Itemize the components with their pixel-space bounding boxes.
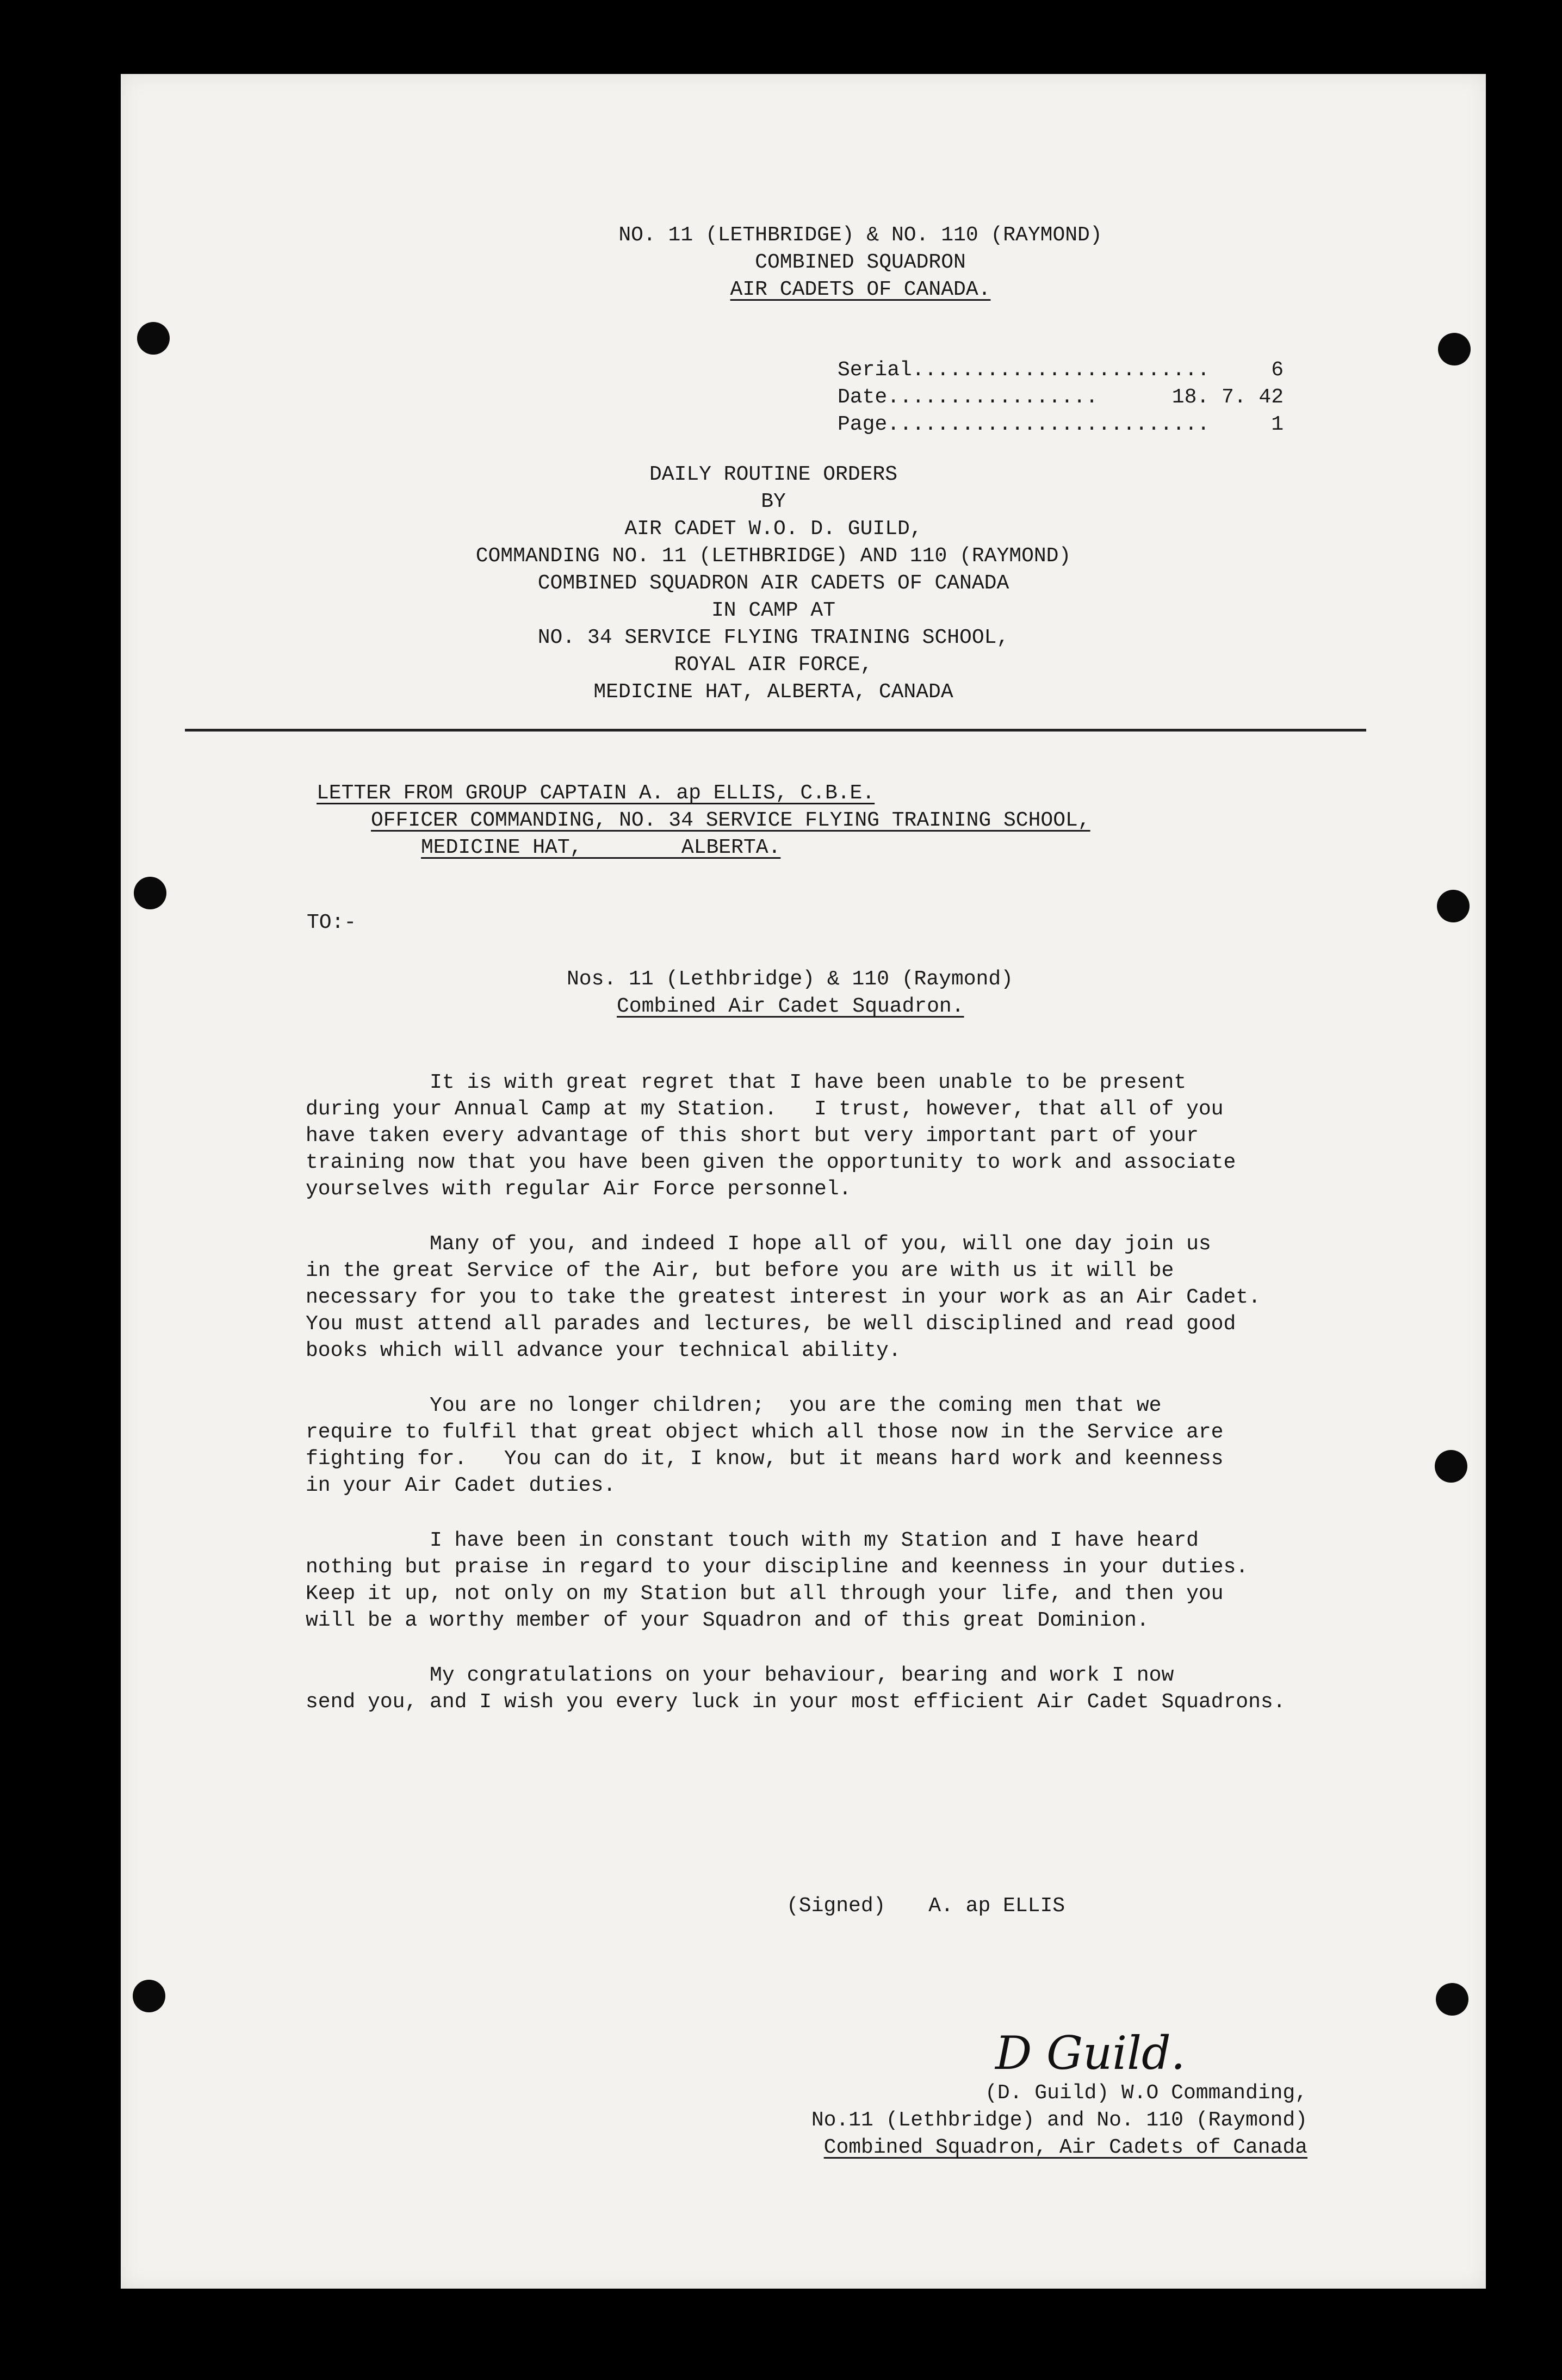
to-label: TO:- bbox=[307, 911, 357, 934]
document-header bbox=[556, 222, 1165, 303]
orders-line: ROYAL AIR FORCE, bbox=[674, 653, 873, 677]
paragraph-line: in the great Service of the Air, but before you are with us it will be bbox=[306, 1259, 1174, 1282]
paragraph-line: fighting for. You can do it, I know, but it means hard work and keenness bbox=[306, 1447, 1224, 1471]
punch-hole bbox=[1437, 890, 1470, 922]
signed-label: (Signed) bbox=[786, 1894, 886, 1918]
letter-paragraph bbox=[306, 1527, 1459, 1634]
letter-body bbox=[306, 1069, 1459, 1715]
handwritten-signature: D Guild. bbox=[995, 2026, 1186, 2080]
signed-name: A. ap ELLIS bbox=[928, 1894, 1065, 1918]
orders-line: BY bbox=[761, 490, 786, 513]
divider-rule bbox=[185, 729, 1366, 732]
header-title-line: COMBINED SQUADRON bbox=[755, 251, 966, 274]
closing-line: (D. Guild) W.O Commanding, bbox=[985, 2081, 1307, 2105]
closing-block bbox=[768, 2080, 1421, 2161]
orders-line: IN CAMP AT bbox=[711, 599, 836, 622]
orders-line: NO. 34 SERVICE FLYING TRAINING SCHOOL, bbox=[537, 626, 1009, 649]
paragraph-line: require to fulfil that great object which all those now in the Service are bbox=[306, 1421, 1224, 1444]
letter-heading-line: LETTER FROM GROUP CAPTAIN A. ap ELLIS, C.B.E. bbox=[317, 782, 875, 805]
letter-heading bbox=[317, 780, 1350, 861]
recipient-line: Combined Air Cadet Squadron. bbox=[617, 995, 964, 1018]
document-page bbox=[121, 74, 1486, 2289]
paragraph-line: books which will advance your technical ability. bbox=[306, 1339, 901, 1362]
letter-paragraph bbox=[306, 1392, 1459, 1499]
date-dots: ................. bbox=[887, 386, 1098, 409]
paragraph-line: Many of you, and indeed I hope all of you, will one day join us bbox=[306, 1232, 1211, 1256]
header-title-line: AIR CADETS OF CANADA. bbox=[730, 278, 991, 301]
paragraph-line: in your Air Cadet duties. bbox=[306, 1474, 616, 1497]
paragraph-line: have taken every advantage of this short but very important part of your bbox=[306, 1124, 1199, 1148]
closing-line: No.11 (Lethbridge) and No. 110 (Raymond) bbox=[811, 2109, 1307, 2132]
serial-value: 6 bbox=[1271, 358, 1284, 382]
serial-dots: ........................ bbox=[912, 358, 1210, 382]
punch-hole bbox=[133, 1980, 165, 2012]
page-label: Page bbox=[838, 413, 888, 436]
orders-line: COMBINED SQUADRON AIR CADETS OF CANADA bbox=[537, 572, 1009, 595]
orders-line: AIR CADET W.O. D. GUILD, bbox=[624, 517, 922, 541]
header-title-line: NO. 11 (LETHBRIDGE) & NO. 110 (RAYMOND) bbox=[618, 224, 1102, 247]
orders-line: MEDICINE HAT, ALBERTA, CANADA bbox=[593, 680, 953, 704]
paragraph-line: I have been in constant touch with my Station and I have heard bbox=[306, 1529, 1199, 1552]
punch-hole bbox=[1438, 333, 1471, 365]
signed-block bbox=[786, 1893, 1065, 1920]
paragraph-line: You must attend all parades and lectures, be well disciplined and read good bbox=[306, 1312, 1236, 1336]
recipient-block bbox=[567, 966, 1165, 1020]
paragraph-line: yourselves with regular Air Force personnel. bbox=[306, 1177, 852, 1201]
date-label: Date bbox=[838, 386, 888, 409]
paragraph-line: You are no longer children; you are the coming men that we bbox=[306, 1394, 1162, 1417]
letter-paragraph bbox=[306, 1069, 1459, 1203]
date-row bbox=[838, 384, 1284, 411]
serial-row bbox=[838, 357, 1284, 384]
paragraph-line: nothing but praise in regard to your discipline and keenness in your duties. bbox=[306, 1555, 1249, 1579]
orders-line: COMMANDING NO. 11 (LETHBRIDGE) AND 110 (RAYMOND) bbox=[475, 544, 1071, 568]
punch-hole bbox=[134, 877, 166, 909]
letter-paragraph bbox=[306, 1662, 1459, 1715]
page-value: 1 bbox=[1271, 413, 1284, 436]
page-row bbox=[838, 411, 1284, 438]
date-value: 18. 7. 42 bbox=[1172, 386, 1284, 409]
orders-block bbox=[447, 461, 1100, 706]
serial-label: Serial bbox=[838, 358, 912, 382]
punch-hole bbox=[1436, 1983, 1468, 2016]
paragraph-line: It is with great regret that I have been unable to be present bbox=[306, 1071, 1187, 1094]
orders-line: DAILY ROUTINE ORDERS bbox=[649, 463, 898, 486]
paragraph-line: My congratulations on your behaviour, bearing and work I now bbox=[306, 1664, 1174, 1687]
document-meta bbox=[838, 357, 1284, 438]
paragraph-line: necessary for you to take the greatest interest in your work as an Air Cadet. bbox=[306, 1286, 1261, 1309]
letter-paragraph bbox=[306, 1231, 1459, 1364]
paragraph-line: during your Annual Camp at my Station. I trust, however, that all of you bbox=[306, 1098, 1224, 1121]
closing-line: Combined Squadron, Air Cadets of Canada bbox=[823, 2136, 1307, 2159]
paragraph-line: send you, and I wish you every luck in your most efficient Air Cadet Squadrons. bbox=[306, 1690, 1286, 1714]
paragraph-line: will be a worthy member of your Squadron and of this great Dominion. bbox=[306, 1609, 1149, 1632]
punch-hole bbox=[137, 322, 170, 355]
recipient-line: Nos. 11 (Lethbridge) & 110 (Raymond) bbox=[567, 968, 1013, 991]
letter-heading-line: MEDICINE HAT, ALBERTA. bbox=[421, 836, 781, 859]
page-dots: .......................... bbox=[887, 413, 1210, 436]
letter-heading-line: OFFICER COMMANDING, NO. 34 SERVICE FLYING TRAINING SCHOOL, bbox=[371, 809, 1090, 832]
paragraph-line: training now that you have been given the opportunity to work and associate bbox=[306, 1151, 1236, 1174]
paragraph-line: Keep it up, not only on my Station but all through your life, and then you bbox=[306, 1582, 1224, 1606]
